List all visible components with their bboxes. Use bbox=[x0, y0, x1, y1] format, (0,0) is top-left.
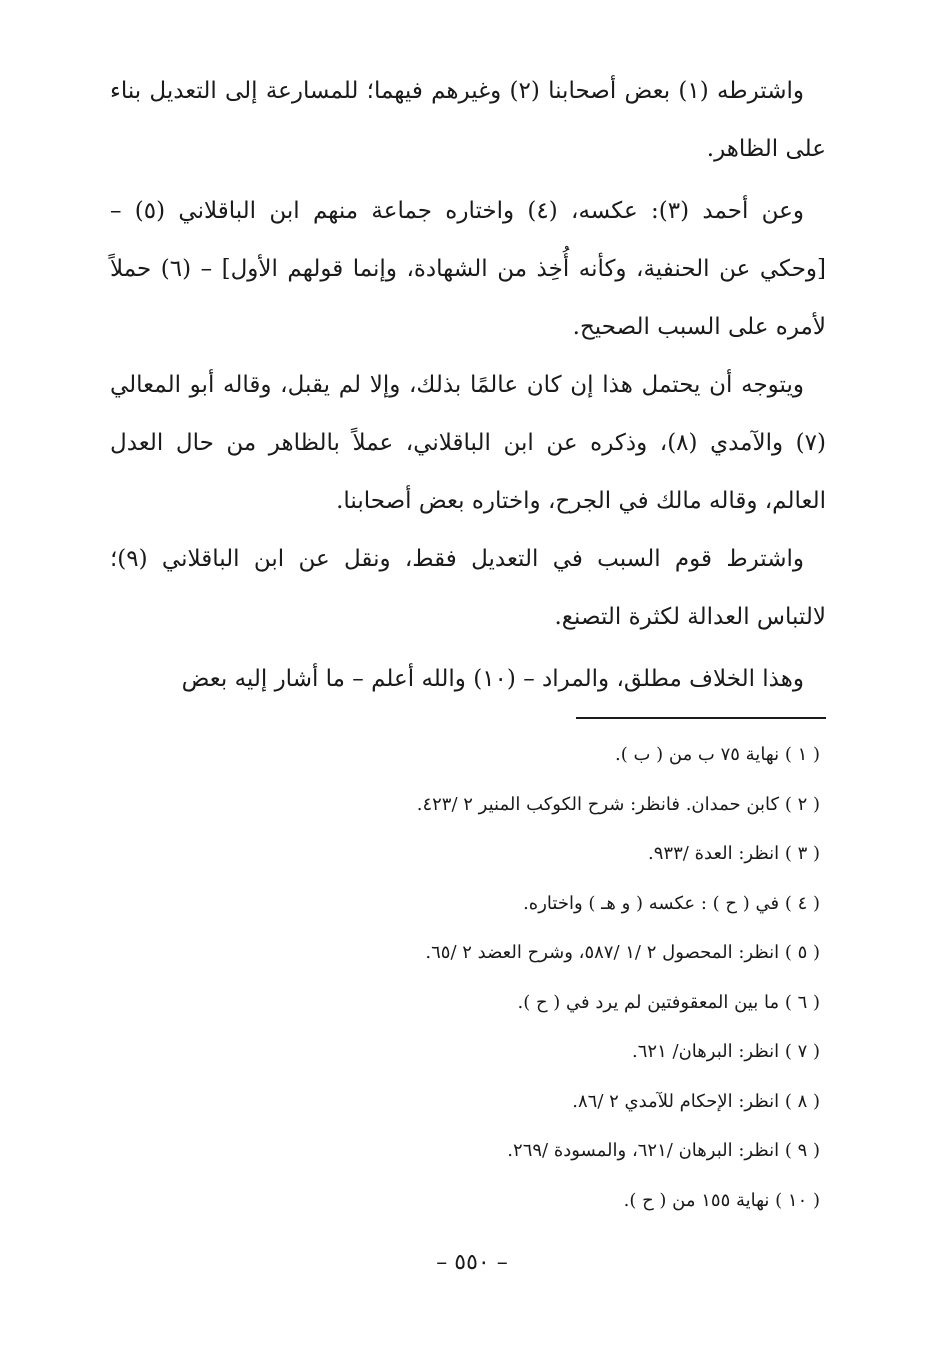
page-number: – ٥٥٠ – bbox=[436, 1250, 508, 1275]
paragraph: وعن أحمد (٣): عكسه، (٤) واختاره جماعة منهم ابن الباقلاني (٥) – [وحكي عن الحنفية، وكأنه أُخِذ من الشهادة، وإنما قولهم الأول] – (٦) حملاً لأمره على السبب الصحيح. bbox=[110, 198, 826, 340]
main-text-block-3 bbox=[110, 356, 826, 530]
footnote-item: ( ٩ ) انظر: البرهان /٦٢١، والمسودة /٢٦٩. bbox=[507, 1140, 820, 1161]
footnote-item: ( ٣ ) انظر: العدة /٩٣٣. bbox=[648, 843, 820, 864]
footnotes-list bbox=[120, 730, 820, 1225]
footnote-separator bbox=[576, 717, 826, 719]
main-text-block-2 bbox=[110, 182, 826, 356]
footnote-item: ( ١ ) نهاية ٧٥ ب من ( ب ). bbox=[614, 744, 820, 765]
footnote-item: ( ٤ ) في ( ح ) : عكسه ( و هـ ) واختاره. bbox=[523, 892, 820, 914]
main-text-block-1 bbox=[110, 62, 826, 178]
footnote-item: ( ٢ ) كابن حمدان. فانظر: شرح الكوكب المنير ٢ /٤٢٣. bbox=[416, 793, 820, 815]
footnote-item: ( ٥ ) انظر: المحصول ٢ /١ /٥٨٧، وشرح العضد ٢ /٦٥. bbox=[425, 942, 820, 963]
footnote-item: ( ٦ ) ما بين المعقوفتين لم يرد في ( ح ). bbox=[517, 991, 820, 1013]
footnote-item: ( ١٠ ) نهاية ١٥٥ من ( ح ). bbox=[623, 1189, 820, 1211]
paragraph: واشترطه (١) بعض أصحابنا (٢) وغيرهم فيهما؛ للمسارعة إلى التعديل بناء على الظاهر. bbox=[110, 78, 826, 162]
footnote-item: ( ٧ ) انظر: البرهان/ ٦٢١. bbox=[632, 1041, 820, 1062]
paragraph: وهذا الخلاف مطلق، والمراد – (١٠) والله أعلم – ما أشار إليه بعض bbox=[181, 666, 804, 692]
paragraph: ويتوجه أن يحتمل هذا إن كان عالمًا بذلك، وإلا لم يقبل، وقاله أبو المعالي (٧) والآمدي (٨)، وذكره عن ابن الباقلاني، عملاً بالظاهر من حال العدل العالم، وقاله مالك في الجرح، واختاره بعض أصحابنا. bbox=[110, 372, 826, 514]
footnote-item: ( ٨ ) انظر: الإحكام للآمدي ٢ /٨٦. bbox=[572, 1090, 820, 1112]
main-text-block-4 bbox=[110, 530, 826, 646]
paragraph: واشترط قوم السبب في التعديل فقط، ونقل عن ابن الباقلاني (٩)؛ لالتباس العدالة لكثرة التصنع. bbox=[110, 546, 826, 630]
main-text-block-5 bbox=[110, 650, 826, 708]
